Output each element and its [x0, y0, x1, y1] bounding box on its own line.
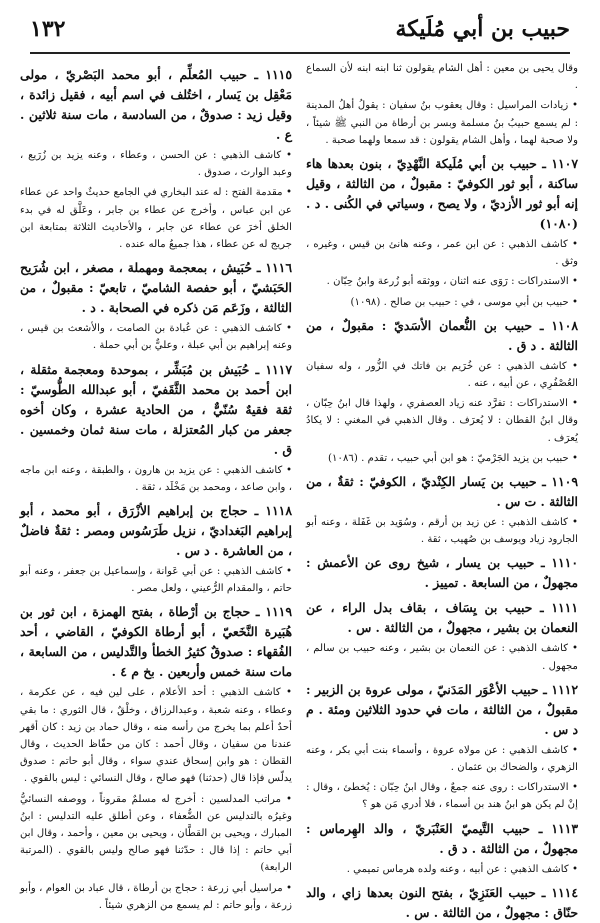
- entry-note: • كاشف الذهبي : عن ابن عمر ، وعنه هانئ بن قيس ، وغيره ، وثق .: [306, 239, 578, 268]
- entry-note: • الاستدراكات : روى عنه جمعٌ ، وقال ابنُ حِبّان : يُخطئ ، وقال : إنْ لم يكن هو ابنُ هند بن أسماء ، فلا أدري مَن هو ؟: [306, 782, 578, 811]
- entry-heading: ١١٠٧ ـ حبيب بن أبي مُلَيكة النَّهْدِيّ ، بنون بعدها هاء ساكنة ، أبو ثور الكوفيّ : مقبولٌ ، من الثالثة ، وقيل إنه أبو ثور الأزديّ ، ولا يصح ، وسياتي في الكُنى . د . (١٠٨٠): [306, 156, 578, 232]
- entry-heading: ١١٠٩ ـ حبيب بن يَسار الكِنْديّ ، الكوفيّ : ثقةٌ ، من الثالثة . ت س .: [306, 474, 578, 510]
- running-title: حبيب بن أبي مُلَيكة: [395, 16, 570, 42]
- entry-heading: ١١١٧ ـ حُبَيش بن مُبَشِّر ، بموحدة ومعجمة مثقلة ، ابن أحمد بن محمد الثَّقَفيّ ، أبو عبدالله الطُّوسيّ : ثقة فقيهٌ سُنّيٌّ ، من الحادية عشرة ، وكان أخوه جعفر من كبار المُعتزلة ، مات سنة ثمان وخمسين . ق .: [20, 361, 292, 457]
- entry-heading: ١١١٥ ـ حبيب المُعلِّم ، أبو محمد البَصْريّ ، مولى مَعْقِل بن يَسار ، اختُلف في اسم أبيه ، فقيل زائدة ، وقيل زيد : صدوقٌ ، من السادسة ، مات سنة ثلاثين . ع .: [20, 67, 292, 142]
- entry-note: • كاشف الذهبي : أحد الأعلام ، على لين فيه ، عن عكرمة ، وعطاء ، وعنه شعبة ، وعبدالرزاق ، وخلْقٌ ، قال الثوري : ما بقي أحدٌ أعلم بما يخرج من رأسه منه ، وقال حماد بن زيد : كان أقهر عندنا من سفيان ، وقال أحمد : كان من حفّاظ الحديث ، وقال القطان : هو وابن إسحاق عندي سواء ، وقال أبو حاتم : صدوق يدلّس فإذا قال (حدثنا) فهو صالح ، وقال النسائي : ليس بالقوي .: [20, 687, 292, 785]
- entry-heading: ١١١١ ـ حبيب بن يِسَاف ، بقاف بدل الراء ، عن النعمان بن بشير ، مجهولٌ ، من الثالثة . س .: [306, 600, 578, 636]
- entry-note: وقال يحيى بن معين : أهل الشام يقولون ثنا ابنه ابنه لأن السماع .: [306, 63, 578, 92]
- entry-note: • حبيب بن أبي موسى ، في : حبيب بن صالح . (١٠٩٨): [350, 296, 578, 308]
- entry-note: • مراتب المدلسين : أخرج له مسلمٌ مقروناً ، ووصفه النسائيُّ وغيرُه بالتدليس عن الضُّعفاء ، وعن أطلق عليه التدليس : ابنُ المبارك ، ويحيى بن القطَّان ، ويحيى بن معين ، وأحمد ، وقال ابن أبي حاتم : إذا قال : حدّثنا فهو صالح وليس بالقوي . (المرتبة الرابعة): [20, 793, 292, 874]
- entry-note: • الاستدراكات : رَوَى عنه اثنان ، ووثقه أبو زُرعة وابنُ حِبّان .: [326, 276, 578, 288]
- entry-note: • مقدمة الفتح : له عند البخاري في الجامع حديثٌ واحد عن عطاء عن ابن عباس ، وأخرج عن عطاء بن جابر ، وعَلَّق له في بدء الخلق أخرَ عن عطاء عن جابر ، والأحاديث الثلاثة بمتابعة ابن جريج له عن عطاء ، هذا جميعُ ماله عنده .: [20, 187, 292, 251]
- entry-note: • كاشف الذهبي : عن أبي عَوانة ، وإسماعيل بن جعفر ، وعنه أبو حاتم ، والمقدام الرُّعيني ، ولعل مصر .: [20, 566, 292, 595]
- entry-note: • كاشف الذهبي : عن خُرَيم بن فاتك في الزُّور ، وله سفيان العُصْفُرِي ، عن أبيه ، عنه .: [306, 360, 578, 390]
- entry-note: • كاشف الذهبي : عن زيد بن أرقم ، وسُوَيد بن غَفَلة ، وعنه أبو الجارود زياد ويوسف بن صُهيب ، ثقة .: [306, 517, 578, 546]
- entry-heading: ١١١٢ ـ حبيب الأعْوَر المَدَنيّ ، مولى عروة بن الزبير : مقبولٌ ، من الثالثة ، مات في حدود الثلاثين ومئة . م د س .: [306, 681, 578, 737]
- left-column: [20, 60, 292, 911]
- entry-heading: ١١١٠ ـ حبيب بن يسار ، شيخ روى عن الأعمش : مجهولٌ ، من السابعة . تمييز .: [306, 555, 578, 591]
- page-header: [30, 8, 570, 50]
- entry-heading: ١١١٨ ـ حجاج بن إبراهيم الأزْرَق ، أبو محمد ، أبو إبراهيم البَغداديّ ، نزيل طَرَسُوس ومصر : ثقةٌ فاضلٌ ، من العاشرة . د س .: [20, 503, 292, 559]
- entry-note: • كاشف الذهبي : عن الحسن ، وعطاء ، وعنه يزيد بن زُرَيع ، وعبد الوارث ، صدوق .: [20, 150, 292, 179]
- entry-note: • كاشف الذهبي : عن عُبادة بن الصامت ، والأشعث بن قيس ، وعنه إبراهيم بن أبي عبلة ، وعليٌّ بن أبي حملة .: [20, 323, 292, 352]
- entry-note: • زيادات المراسيل : وقال يعقوب بنُ سفيان : يقولُ أهلُ المدينة : لم يسمع حبيبُ بنُ مسلمة وبسر بن أرطاة من النبي ﷺ شيئاً ، ولا صحبة لهما ، وأهل الشام يقولون : قد سمعا ولهما صحبة .: [306, 100, 578, 146]
- entry-note: • كاشف الذهبي : عن يزيد بن هارون ، والطبقة ، وعنه ابن ماجه ، وابن صاعد ، ومحمد بن مَخْلَد ، ثقة .: [20, 464, 292, 493]
- entry-note: • كاشف الذهبي : عن النعمان بن بشير ، وعنه حبيب بن سالم ، مجهول .: [306, 643, 578, 672]
- entry-heading: ١١١٣ ـ حبيب التَّيميّ العَنْبَريّ ، والد الهِرماس : مجهولٌ ، من الثالثة . د ق .: [306, 820, 578, 856]
- text-columns: [20, 60, 578, 920]
- entry-heading: ١١٠٨ ـ حبيب بن النُّعمان الأسَديّ : مقبولٌ ، من الثالثة . د ق .: [306, 317, 578, 353]
- page-number: ١٣٢: [30, 16, 66, 42]
- entry-heading: ١١١٦ ـ حُبَيش ، بمعجمة ومهملة ، مصغر ، ابن شُرَيح الحَبَشيّ ، أبو حفصة الشاميّ ، تابعيّ : مقبولٌ ، من الثالثة ، وزَعَم مَن ذكره في الصحابة . د .: [20, 260, 292, 316]
- entry-note: • كاشف الذهبي : عن أبيه ، وعنه ولده هرماس تميمي .: [346, 863, 578, 875]
- header-rule: [30, 52, 570, 54]
- entry-note: • حبيب بن يزيد الجَرْميّ : هو ابن أبي حبيب ، تقدم . (١٠٨٦): [328, 452, 578, 464]
- entry-heading: ١١١٤ ـ حبيب العَنَزِيّ ، بفتح النون بعدها زاي ، والد حنّاق : مجهولٌ ، من الثالثة . س .: [306, 884, 578, 920]
- entry-note: • مراسيل أبي زرعة : حجاج بن أرطاة ، قال عباد بن العوام ، وأبو زرعة ، وأبو حاتم : لم يسمع من الزهري شيئاً .: [20, 882, 292, 911]
- entry-note: • الاستدراكات : تفرَّد عنه زياد العصفري ، ولهذا قال ابنُ حِبّان ، وقال ابنُ القطان : لا يُعرَف . وقال الذهبي في المغني : لا يكادُ يُعرَف .: [306, 398, 578, 444]
- entry-heading: ١١١٩ ـ حجاج بن أرْطاة ، بفتح الهمزة ، ابن ثور بن هُبَيرة النَّخَعيّ ، أبو أرطاة الكوفيّ ، القاضي ، أحد الفُقهاء : صدوقٌ كثيرُ الخطأ والتَّدليس ، من السابعة ، مات سنة خمس وأربعين . بخ م ٤ .: [20, 604, 292, 680]
- right-column: [306, 60, 578, 920]
- entry-note: • كاشف الذهبي : عن مولاه عروة ، وأسماء بنت أبي بكر ، وعنه الزهري ، والضحاك بن عثمان .: [306, 744, 578, 774]
